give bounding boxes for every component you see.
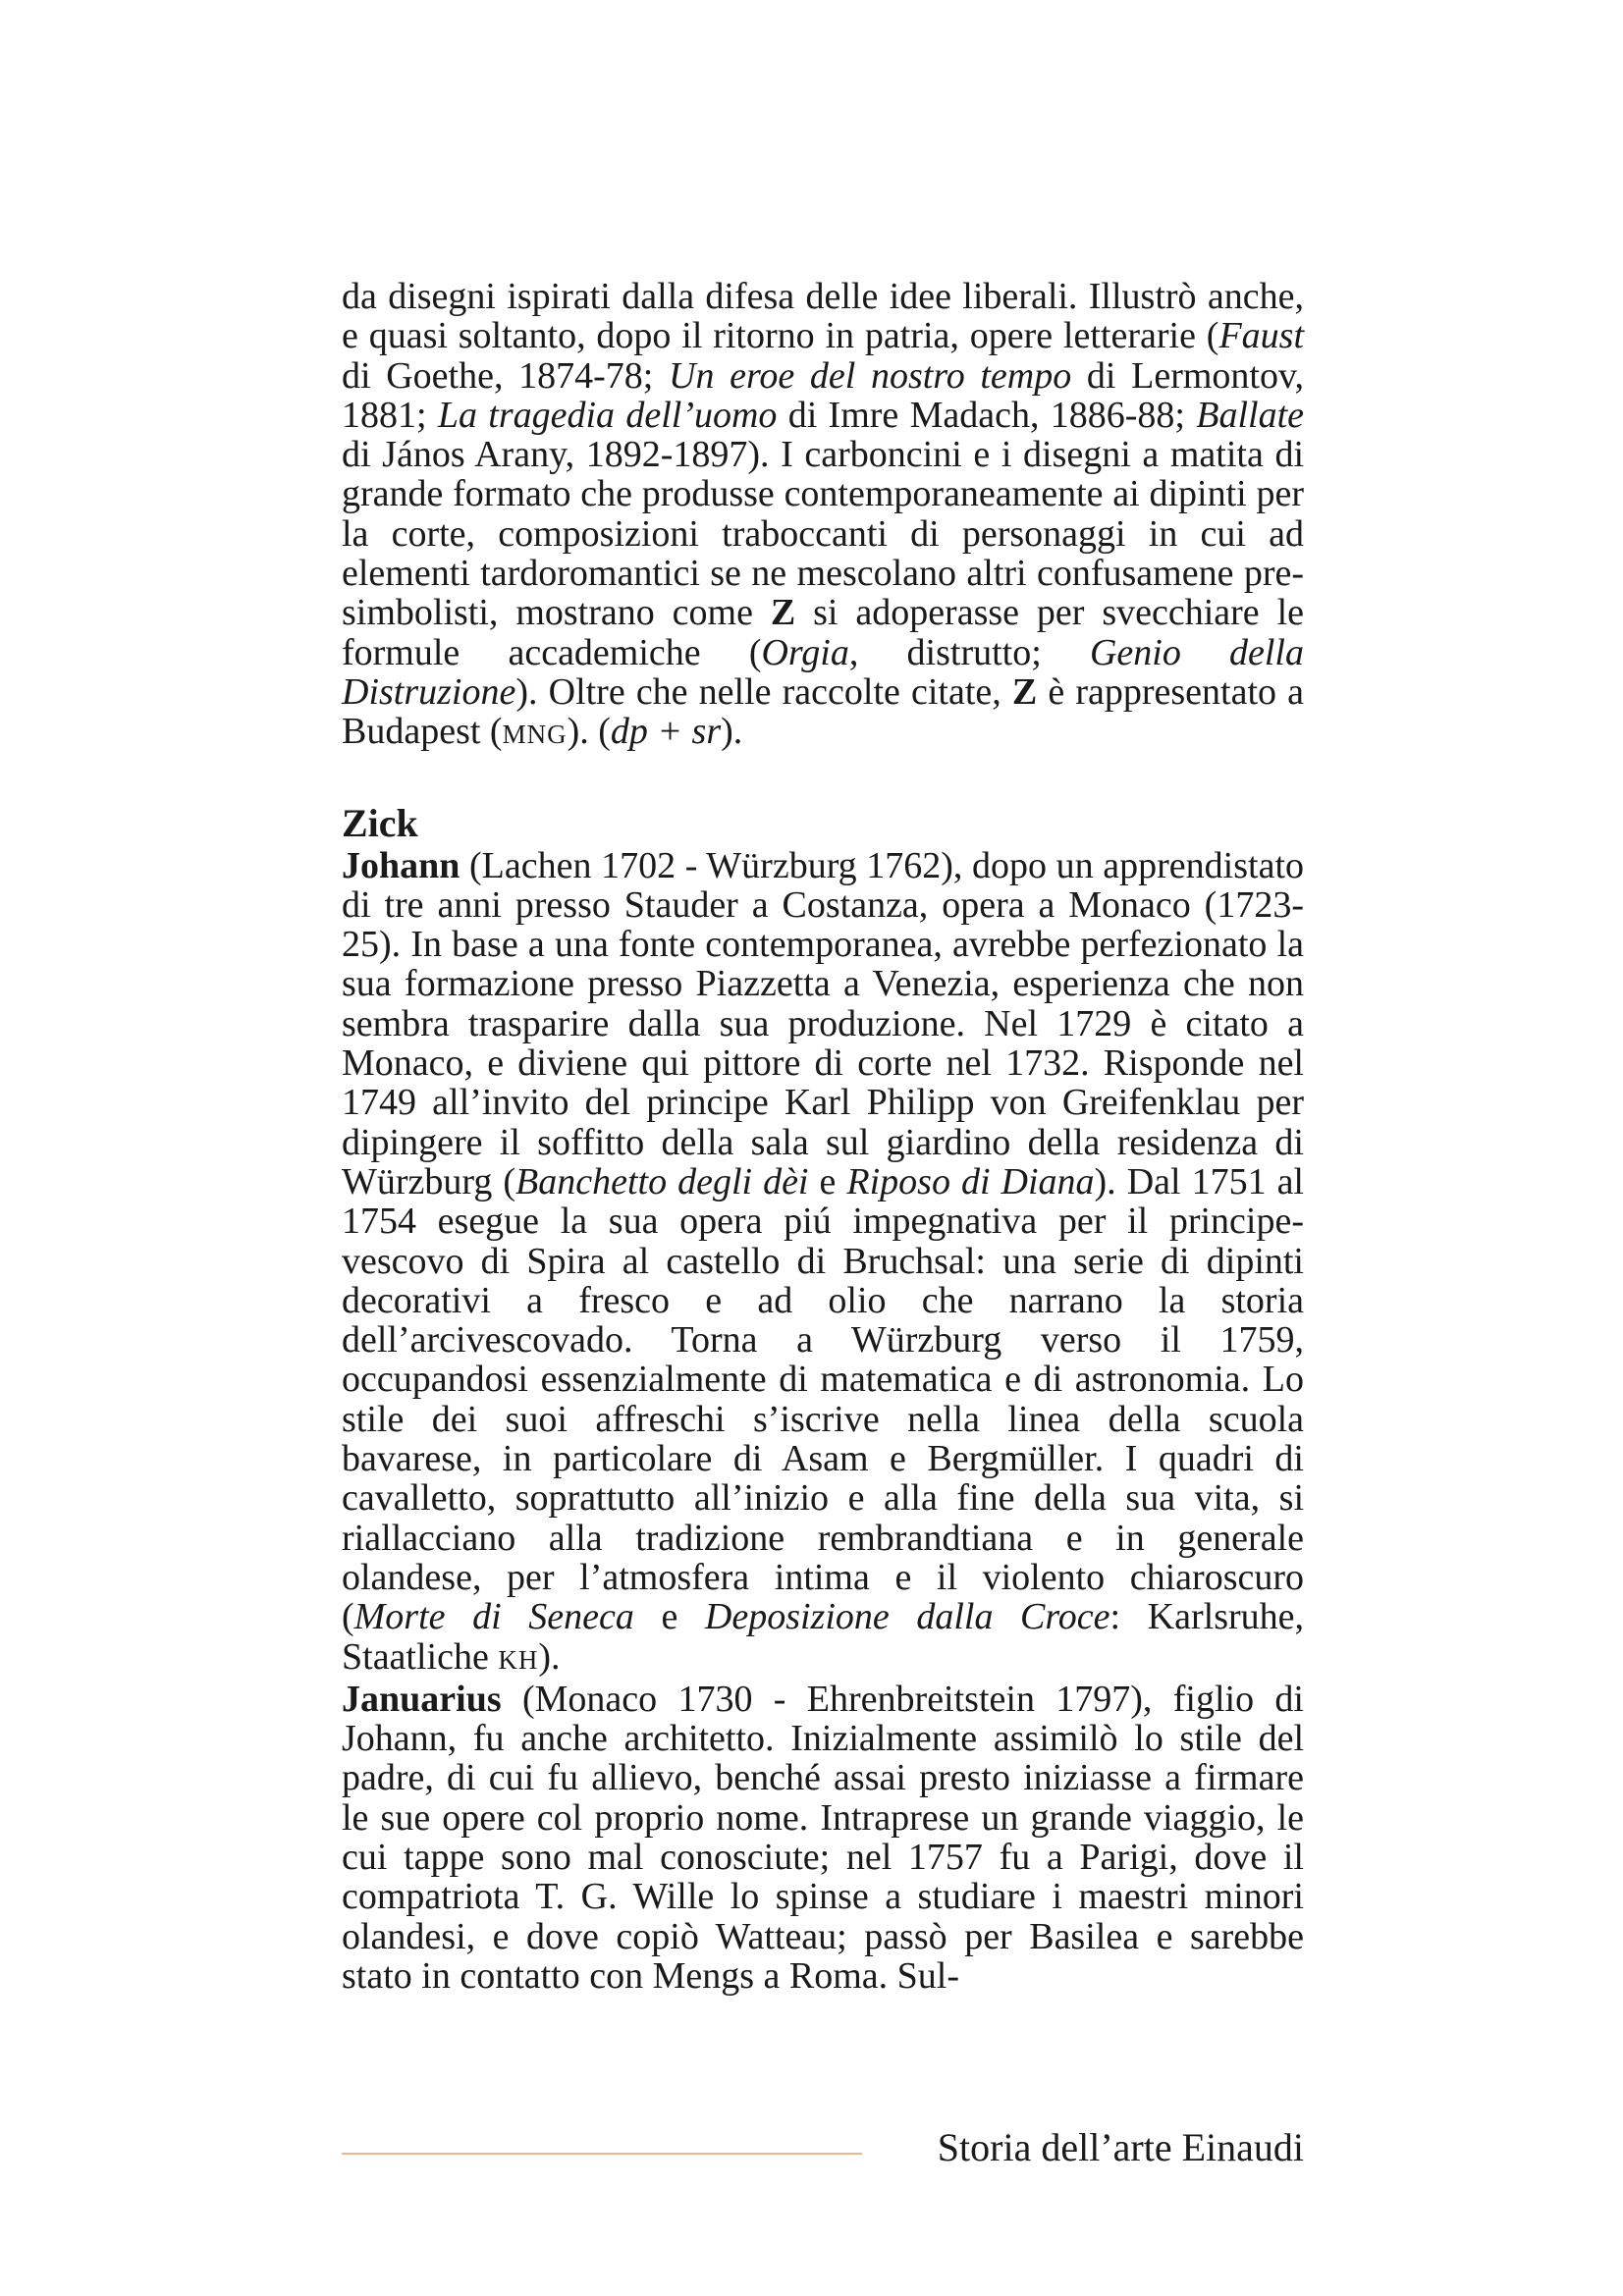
text-run: : Karlsruhe, Staatliche <box>342 1596 1305 1678</box>
text-run: ). Dal 1751 al 1754 esegue la sua opera piú impegnativa per il principe-vescovo di Spira al castello di Bruchsal: una serie di dipinti decorativi a fresco e ad olio che narrano la storia dell’arcivescovado. Torna a Würzburg verso il 1759, occupandosi essenzialmente di matematica e di astronomia. Lo stile dei suoi affreschi s’iscrive nella linea della scuola bavarese, in particolare di Asam e Bergmüller. I quadri di cavalletto, soprattutto all’inizio e alla fine della sua vita, si riallacciano alla tradizione rembrandtiana e in generale olandese, per l’atmosfera intima e il violento chiaroscuro ( <box>342 1160 1304 1638</box>
paragraph-zichy-continuation <box>342 277 1304 755</box>
text-run: ). <box>538 1635 561 1678</box>
text-run: di János Arany, 1892-1897). I carboncini e i disegni a matita di grande formato che produsse contemporaneamente ai dipinti per la corte, composizioni traboccanti di personaggi in cui ad elementi tardoromantici se ne mescolano altri confusamene pre-simbolisti, mostrano come <box>342 434 1304 634</box>
work-title: Un eroe del nostro tempo <box>669 354 1072 397</box>
work-title: La tragedia dell’uomo <box>437 394 778 436</box>
footer-title: Storia dell’arte Einaudi <box>937 2125 1304 2169</box>
entry-heading: Zick <box>342 800 418 845</box>
work-title: Morte di Seneca <box>353 1596 634 1638</box>
text-run: è rappresentato a Budapest ( <box>342 670 1304 753</box>
text-run: di Imre Madach, 1886-88; <box>777 394 1197 436</box>
paragraph-januarius <box>342 1680 1304 1996</box>
text-run: di Lermontov, 1881; <box>342 354 1304 436</box>
artist-name: Januarius <box>342 1678 502 1720</box>
text-run: , distrutto; <box>848 631 1090 673</box>
work-title: Genio della Distruzione <box>342 631 1304 713</box>
work-title: Orgia <box>761 631 849 673</box>
artist-initial: Z <box>770 592 796 634</box>
text-run: e <box>633 1596 705 1638</box>
artist-initial: Z <box>1011 670 1038 713</box>
text-run: ). ( <box>567 711 611 753</box>
artist-name: Johann <box>342 844 460 886</box>
museum-abbreviation: MNG <box>502 720 568 750</box>
text-run: e <box>808 1160 847 1202</box>
text-run: si adoperasse per svecchiare le formule accademiche ( <box>342 592 1304 673</box>
footer-rule <box>342 2153 862 2155</box>
text-run: da disegni ispirati dalla difesa delle idee liberali. Illustrò anche, e quasi soltanto, dopo il ritorno in patria, opere letterarie ( <box>342 276 1304 357</box>
text-run: ). <box>721 711 743 753</box>
text-run: (Monaco 1730 - Ehrenbreitstein 1797), figlio di Johann, fu anche architetto. Inizialmente assimilò lo stile del padre, di cui fu allievo, benché assai presto iniziasse a firmare le sue opere col proprio nome. Intraprese un grande viaggio, le cui tappe sono mal conosciute; nel 1757 fu a Parigi, dove il compatriota T. G. Wille lo spinse a studiare i maestri minori olandesi, e dove copiò Watteau; passò per Basilea e sarebbe stato in contatto con Mengs a Roma. Sul- <box>342 1678 1304 1997</box>
text-run: (Lachen 1702 - Würzburg 1762), dopo un apprendistato di tre anni presso Stauder a Costanza, opera a Monaco (1723-25). In base a una fonte contemporanea, avrebbe perfezionato la sua formazione presso Piazzetta a Venezia, esperienza che non sembra trasparire dalla sua produzione. Nel 1729 è citato a Monaco, e diviene qui pittore di corte nel 1732. Risponde nel 1749 all’invito del principe Karl Philipp von Greifenklau per dipingere il soffitto della sala sul giardino della residenza di Würzburg ( <box>342 844 1304 1202</box>
work-title: Banchetto degli dèi <box>515 1160 809 1202</box>
museum-abbreviation: KH <box>498 1644 539 1675</box>
page-body <box>342 277 1304 1996</box>
text-run: ). Oltre che nelle raccolte citate, <box>515 670 1012 713</box>
author-initials: dp + sr <box>610 711 722 753</box>
work-title: Faust <box>1218 315 1304 357</box>
page-footer <box>342 2124 1304 2171</box>
paragraph-johann <box>342 846 1304 1680</box>
text-run: di Goethe, 1874-78; <box>342 354 669 397</box>
work-title: Riposo di Diana <box>846 1160 1095 1202</box>
work-title: Ballate <box>1196 394 1305 436</box>
work-title: Deposizione dalla Croce <box>704 1596 1110 1638</box>
